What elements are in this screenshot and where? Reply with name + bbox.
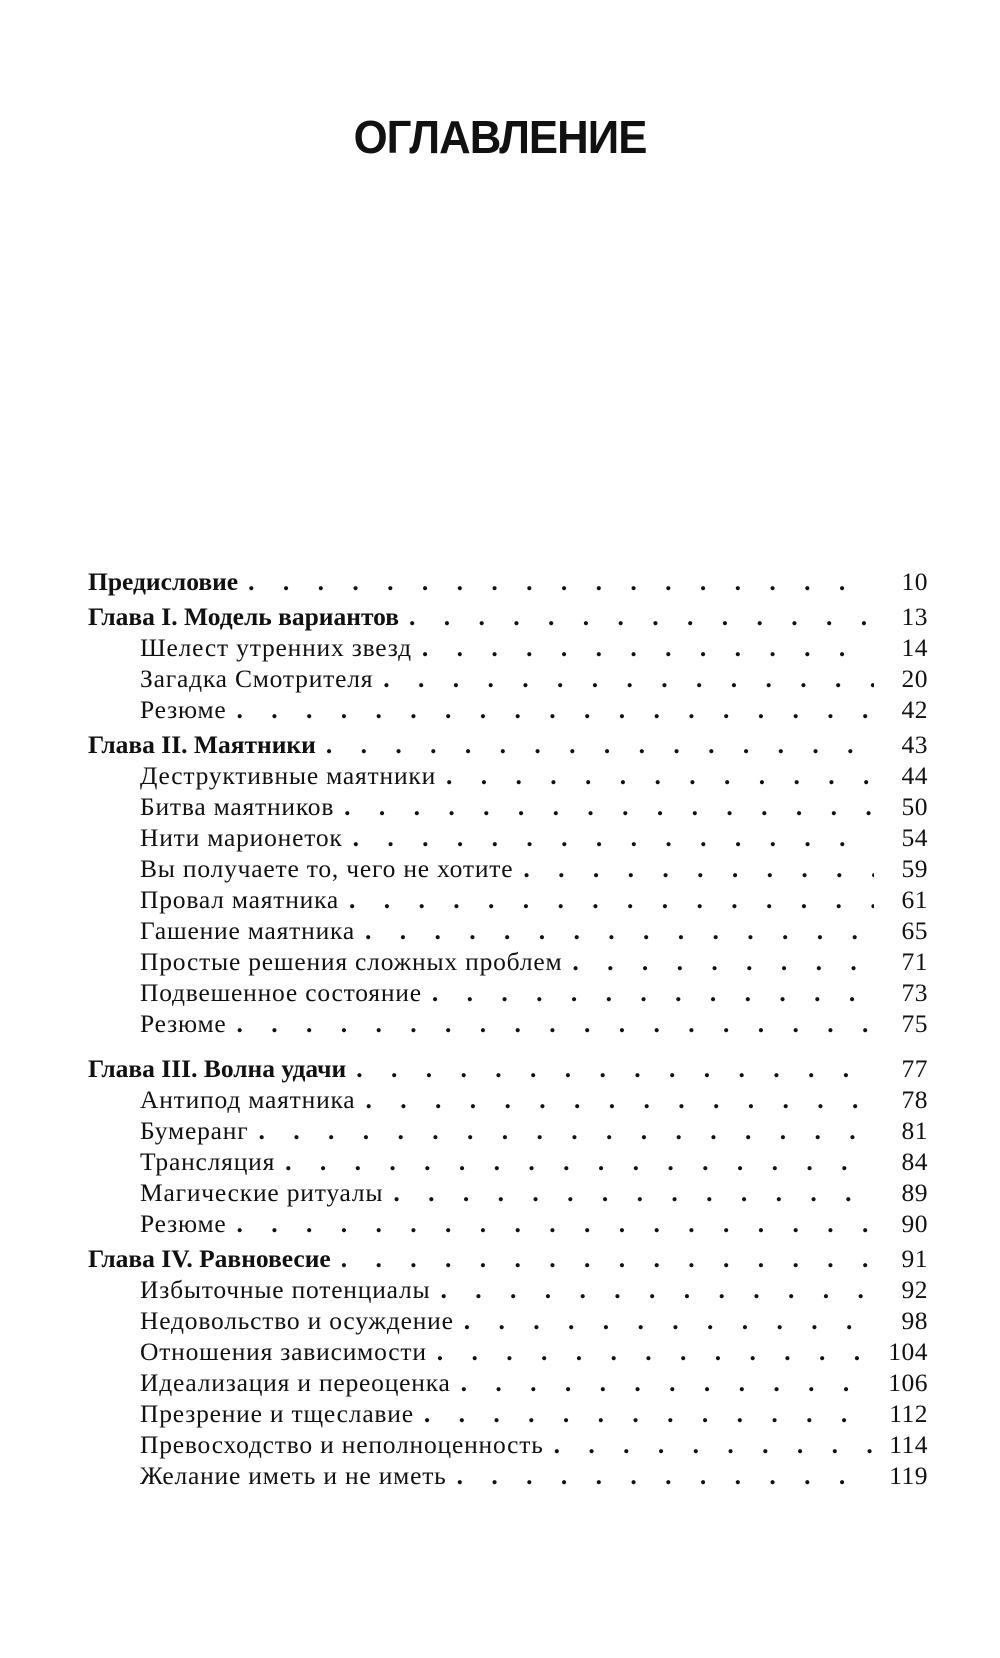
toc-page-number: 71 — [901, 947, 928, 976]
toc-page-number: 65 — [901, 916, 928, 945]
toc-entry-label: Глава I. Модель вариантов — [88, 602, 400, 631]
toc-page-number: 90 — [901, 1209, 928, 1238]
toc-entry-label: Антипод маятника — [140, 1085, 356, 1114]
dot-leader — [464, 1305, 874, 1336]
toc-section-entry[interactable] — [88, 946, 928, 977]
toc-entry-label: Глава IV. Равновесие — [88, 1244, 331, 1273]
toc-entry-label: Желание иметь и не иметь — [140, 1461, 447, 1490]
dot-leader — [341, 1243, 874, 1274]
dot-leader — [554, 1429, 874, 1460]
toc-section-entry[interactable] — [88, 663, 928, 694]
toc-page-number: 13 — [901, 602, 928, 631]
toc-page-number: 98 — [901, 1306, 928, 1335]
toc-section-entry[interactable] — [88, 1274, 928, 1305]
toc-entry-label: Вы получаете то, чего не хотите — [140, 854, 514, 883]
toc-page-number: 104 — [888, 1337, 928, 1366]
toc-entry-label: Превосходство и неполноценность — [140, 1430, 544, 1459]
chapter-group — [88, 601, 928, 725]
toc-section-entry[interactable] — [88, 760, 928, 791]
toc-page-number: 89 — [901, 1178, 928, 1207]
toc-entry-label: Глава III. Волна удачи — [88, 1054, 347, 1083]
dot-leader — [285, 1146, 874, 1177]
toc-page-number: 119 — [889, 1461, 928, 1490]
dot-leader — [365, 1084, 874, 1115]
toc-page-number: 75 — [901, 1009, 928, 1038]
toc-section-entry[interactable] — [88, 1146, 928, 1177]
toc-page-number: 91 — [901, 1244, 928, 1273]
chapter-group — [88, 729, 928, 1039]
toc-chapter-entry[interactable] — [88, 729, 928, 760]
toc-entry-label: Гашение маятника — [140, 916, 355, 945]
toc-entry-label: Глава II. Маятники — [88, 730, 316, 759]
toc-entry-label: Битва маятников — [140, 792, 335, 821]
toc-page-number: 61 — [901, 885, 928, 914]
dot-leader — [383, 663, 874, 694]
toc-entry-label: Идеализация и переоценка — [140, 1368, 451, 1397]
toc-entry-label: Предисловие — [88, 567, 239, 596]
toc-section-entry[interactable] — [88, 853, 928, 884]
toc-page-number: 112 — [889, 1399, 928, 1428]
toc-entry-label: Резюме — [140, 695, 227, 724]
toc-page-number: 114 — [889, 1430, 928, 1459]
toc-page-number: 44 — [901, 761, 928, 790]
toc-entry-label: Простые решения сложных проблем — [140, 947, 563, 976]
dot-leader — [344, 791, 874, 822]
toc-section-entry[interactable] — [88, 1429, 928, 1460]
dot-leader — [424, 1398, 874, 1429]
dot-leader — [461, 1367, 874, 1398]
dot-leader — [446, 760, 874, 791]
toc-page-number: 73 — [901, 978, 928, 1007]
toc-section-entry[interactable] — [88, 1177, 928, 1208]
toc-entry-label: Избыточные потенциалы — [140, 1275, 431, 1304]
toc-section-entry[interactable] — [88, 1398, 928, 1429]
dot-leader — [237, 1008, 874, 1039]
toc-page-number: 20 — [901, 664, 928, 693]
toc-entry-label: Нити марионеток — [140, 823, 343, 852]
toc-entry-label: Подвешенное состояние — [140, 978, 422, 1007]
table-of-contents — [88, 566, 928, 1491]
toc-page-number: 77 — [901, 1054, 928, 1083]
preface-group — [88, 566, 928, 597]
toc-section-entry[interactable] — [88, 791, 928, 822]
toc-entry-label: Провал маятника — [140, 885, 340, 914]
toc-entry-label: Отношения зависимости — [140, 1337, 427, 1366]
toc-page-number: 10 — [901, 567, 928, 596]
toc-chapter-entry[interactable] — [88, 1053, 928, 1084]
toc-page-number: 92 — [901, 1275, 928, 1304]
page-title: ОГЛАВЛЕНИЕ — [353, 111, 647, 163]
dot-leader — [349, 884, 874, 915]
toc-chapter-entry[interactable] — [88, 1243, 928, 1274]
dot-leader — [237, 1208, 874, 1239]
toc-section-entry[interactable] — [88, 977, 928, 1008]
toc-page-number: 43 — [901, 730, 928, 759]
toc-entry-label: Трансляция — [140, 1147, 276, 1176]
toc-entry-label: Бумеранг — [140, 1116, 249, 1145]
toc-entry-label: Деструктивные маятники — [140, 761, 437, 790]
dot-leader — [356, 1053, 874, 1084]
dot-leader — [457, 1460, 874, 1491]
toc-entry-label: Загадка Смотрителя — [140, 664, 374, 693]
toc-page-number: 14 — [901, 633, 928, 662]
dot-leader — [258, 1115, 874, 1146]
dot-leader — [437, 1336, 874, 1367]
dot-leader — [365, 915, 874, 946]
dot-leader — [422, 632, 874, 663]
toc-entry-label: Недовольство и осуждение — [140, 1306, 454, 1335]
toc-section-entry[interactable] — [88, 1115, 928, 1146]
toc-page-number: 50 — [901, 792, 928, 821]
toc-page-number: 78 — [901, 1085, 928, 1114]
toc-entry-label: Резюме — [140, 1209, 227, 1238]
toc-entry-label: Резюме — [140, 1009, 227, 1038]
toc-page-number: 106 — [888, 1368, 928, 1397]
toc-section-entry[interactable] — [88, 1460, 928, 1491]
toc-section-entry[interactable] — [88, 1008, 928, 1039]
toc-section-entry[interactable] — [88, 1367, 928, 1398]
toc-page-number: 81 — [901, 1116, 928, 1145]
toc-page-number: 84 — [901, 1147, 928, 1176]
chapter-group — [88, 1243, 928, 1491]
chapter-group — [88, 1053, 928, 1239]
toc-chapter-entry[interactable] — [88, 601, 928, 632]
toc-page-number: 59 — [901, 854, 928, 883]
dot-leader — [237, 694, 874, 725]
toc-section-entry[interactable] — [88, 694, 928, 725]
dot-leader — [572, 946, 874, 977]
dot-leader — [409, 601, 874, 632]
toc-entry-label: Презрение и тщеславие — [140, 1399, 414, 1428]
toc-section-entry[interactable] — [88, 1336, 928, 1367]
dot-leader — [248, 566, 874, 597]
toc-section-entry[interactable] — [88, 1208, 928, 1239]
dot-leader — [432, 977, 874, 1008]
toc-entry-preface[interactable] — [88, 566, 928, 597]
dot-leader — [440, 1274, 874, 1305]
dot-leader — [326, 729, 874, 760]
toc-entry-label: Магические ритуалы — [140, 1178, 384, 1207]
dot-leader — [523, 853, 874, 884]
dot-leader — [393, 1177, 874, 1208]
toc-section-entry[interactable] — [88, 1084, 928, 1115]
toc-page-number: 54 — [901, 823, 928, 852]
dot-leader — [353, 822, 874, 853]
toc-section-entry[interactable] — [88, 915, 928, 946]
toc-section-entry[interactable] — [88, 1305, 928, 1336]
toc-entry-label: Шелест утренних звезд — [140, 633, 412, 662]
toc-section-entry[interactable] — [88, 884, 928, 915]
toc-section-entry[interactable] — [88, 822, 928, 853]
toc-page-number: 42 — [901, 695, 928, 724]
toc-section-entry[interactable] — [88, 632, 928, 663]
